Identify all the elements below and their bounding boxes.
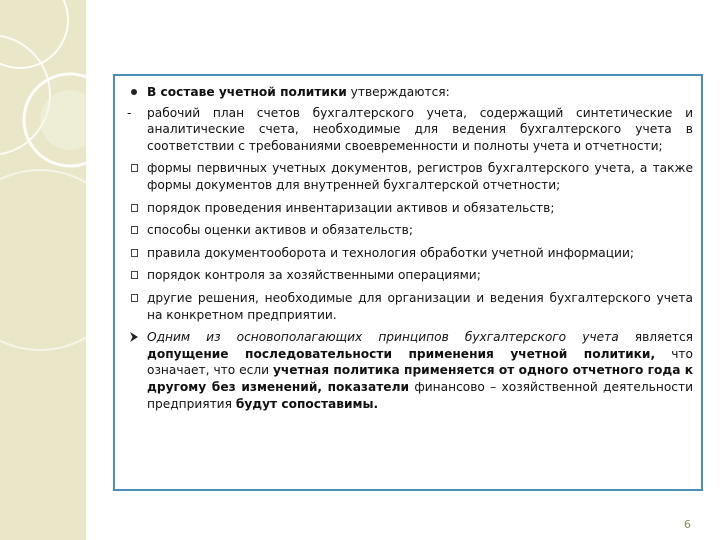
content-frame xyxy=(113,74,703,491)
list-item-text: порядок контроля за хозяйственными операциями; xyxy=(147,268,481,283)
list-item-text: другие решения, необходимые для организации и ведения бухгалтерского учета на конкретном предприятии. xyxy=(147,290,693,322)
square-bullet-icon xyxy=(127,245,141,261)
list-item-text: правила документооборота и технология обработки учетной информации; xyxy=(147,245,634,260)
list-item xyxy=(123,267,693,284)
final-bold: учетная политика применяется от одного отчетного года к другому без изменений, показатели xyxy=(147,363,693,394)
slide-content xyxy=(115,76,701,489)
final-bold: допущение последовательности применения учетной политики, xyxy=(147,346,656,361)
list-item-dash xyxy=(123,105,693,155)
list-item xyxy=(123,290,693,323)
page-number: 6 xyxy=(684,518,691,531)
list-item-text: формы первичных учетных документов, регистров бухгалтерского учета, а также формы документов для внутренней бухгалтерской отчетности; xyxy=(147,161,693,192)
list-item-text: способы оценки активов и обязательств; xyxy=(147,223,413,238)
square-bullet-icon xyxy=(127,290,141,306)
decorative-left-panel xyxy=(0,0,86,540)
list-item xyxy=(123,200,693,217)
arrow-bullet-icon xyxy=(127,329,141,345)
final-plain: является xyxy=(618,330,693,345)
final-italic: Одним из основополагающих принципов бухгалтерского учета xyxy=(147,330,619,345)
final-statement xyxy=(123,329,693,412)
list-item-text: порядок проведения инвентаризации активов и обязательств; xyxy=(147,200,555,215)
final-plain: финансово – хозяйственной деятельности предприятия xyxy=(147,379,693,411)
final-plain: что означает, что если xyxy=(147,346,693,378)
intro-bold: В составе учетной политики xyxy=(147,85,347,99)
dash-marker: - xyxy=(127,105,132,120)
square-bullet-icon xyxy=(127,200,141,216)
dash-item-text: рабочий план счетов бухгалтерского учета, содержащий синтетические и аналитические счета, необходимые для ведения бухгалтерского учета в соответствии с требованиями своевременности и полноты учета и отчетности; xyxy=(147,105,693,153)
final-bold: будут сопоставимы. xyxy=(235,396,379,411)
intro-rest: утверждаются: xyxy=(346,85,450,99)
square-bullet-icon xyxy=(127,267,141,283)
list-item xyxy=(123,245,693,262)
list-item xyxy=(123,160,693,193)
intro-line xyxy=(123,84,693,101)
square-bullet-icon xyxy=(127,160,141,176)
square-bullet-icon xyxy=(127,222,141,238)
round-bullet-icon xyxy=(127,84,141,100)
list-item xyxy=(123,222,693,239)
decorative-circles xyxy=(0,0,86,540)
